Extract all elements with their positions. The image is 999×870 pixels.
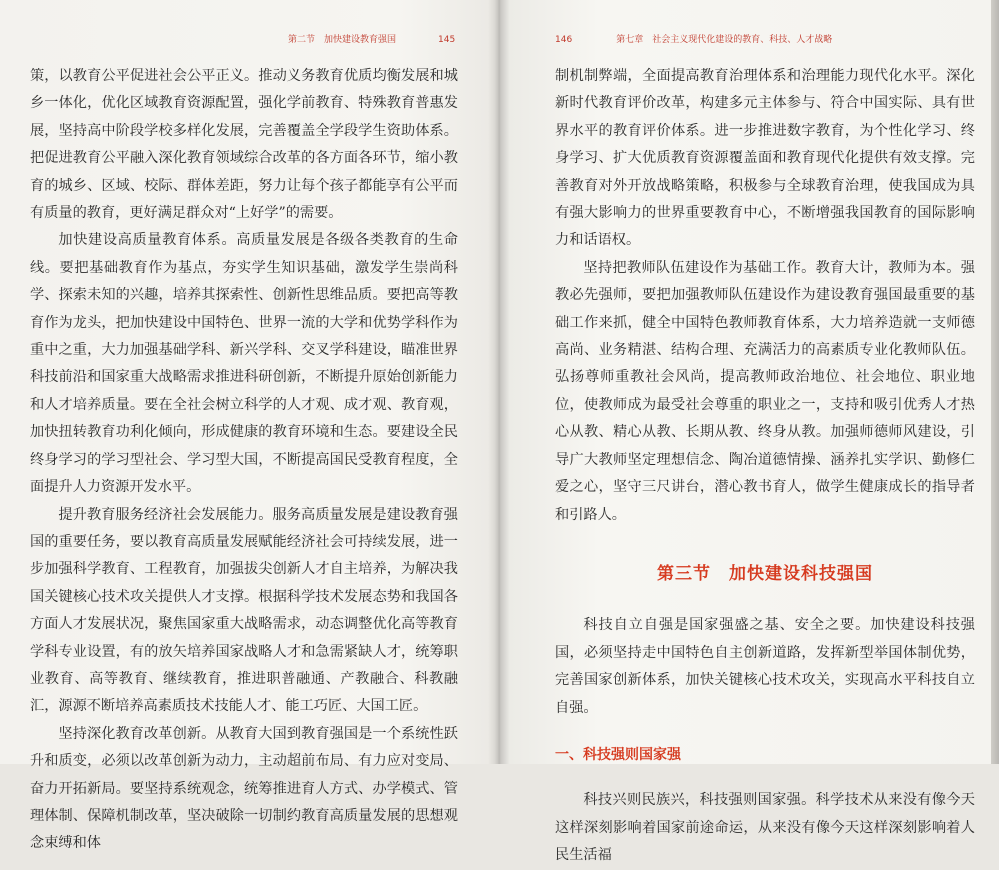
section-title: 第三节 加快建设科技强国 — [657, 563, 873, 584]
paragraph: 提升教育服务经济社会发展能力。服务高质量发展是建设教育强国的重要任务，要以教育高质量发展赋能经济社会可持续发展，进一步加强科学教育、工程教育，加强拔尖创新人才自主培养，为解决我国关键核心技术攻关提供人才支撑。根据科学技术发展态势和我国各方面人才发展状况，聚焦国家重大战略需求，动态调整优化高等教育学科专业设置，有的放矢培养国家战略人才和急需紧缺人才，统筹职业教育、高等教育、继续教育，推进职普融通、产教融合、科教融汇，源源不断培养高素质技术技能人才、能工巧匠、大国工匠。 — [30, 506, 458, 715]
left-running-head — [288, 32, 455, 45]
section-intro: 科技自立自强是国家强盛之基、安全之要。加快建设科技强国，必须坚持走中国特色自主创新道路，发挥新型举国体制优势，完善国家创新体系，加快关键核心技术攻关，实现高水平科技自立自强。 — [555, 617, 975, 716]
paragraph: 坚持深化教育改革创新。从教育大国到教育强国是一个系统性跃升和质变，必须以改革创新为动力，主动超前布局、有力应对变局、奋力开拓新局。要坚持系统观念，统筹推进育人方式、办学模式、管理体制、保障机制改革，坚决破除一切制约教育高质量发展的思想观念束缚和体 — [30, 725, 458, 852]
paragraph: 科技兴则民族兴，科技强则国家强。科学技术从来没有像今天这样深刻影响着国家前途命运，从来没有像今天这样深刻影响着人民生活福 — [555, 792, 975, 864]
left-page — [30, 0, 458, 852]
paragraph: 策，以教育公平促进社会公平正义。推动义务教育优质均衡发展和城乡一体化，优化区域教育资源配置，强化学前教育、特殊教育普惠发展，坚持高中阶段学校多样化发展，完善覆盖全学段学生资助体系。把促进教育公平融入深化教育领域综合改革的各方面各环节，缩小教育的城乡、区域、校际、群体差距，努力让每个孩子都能享有公平而有质量的教育，更好满足群众对“上好学”的需要。 — [30, 68, 458, 222]
page-number: 145 — [438, 35, 456, 45]
subsection-title: 一、科技强则国家强 — [555, 746, 681, 763]
right-page-body — [555, 63, 975, 870]
right-running-head — [555, 32, 832, 45]
page-number: 146 — [555, 35, 573, 45]
page-edge — [991, 0, 999, 764]
section-header: 第二节 加快建设教育强国 — [288, 35, 397, 45]
paragraph: 加快建设高质量教育体系。高质量发展是各级各类教育的生命线。要把基础教育作为基点，夯实学生知识基础，激发学生崇尚科学、探索未知的兴趣，培养其探索性、创新性思维品质。要把高等教育作为龙头，把加快建设中国特色、世界一流的大学和优势学科作为重中之重，大力加强基础学科、新兴学科、交叉学科建设，瞄准世界科技前沿和国家重大战略需求推进科研创新，不断提升原始创新能力和人才培养质量。要在全社会树立科学的人才观、成才观、教育观，加快扭转教育功利化倾向，形成健康的教育环境和生态。要建设全民终身学习的学习型社会、学习型大国，不断提高国民受教育程度，全面提升人力资源开发水平。 — [30, 232, 458, 496]
gutter-shadow — [488, 0, 510, 764]
left-page-body — [30, 63, 458, 858]
right-page — [555, 0, 975, 864]
chapter-header: 第七章 社会主义现代化建设的教育、科技、人才战略 — [616, 35, 833, 45]
paragraph: 坚持把教师队伍建设作为基础工作。教育大计，教师为本。强教必先强师，要把加强教师队伍建设作为建设教育强国最重要的基础工作来抓，健全中国特色教师教育体系，大力培养造就一支师德高尚、业务精湛、结构合理、充满活力的高素质专业化教师队伍。弘扬尊师重教社会风尚，提高教师政治地位、社会地位、职业地位，使教师成为最受社会尊重的职业之一，支持和吸引优秀人才热心从教、精心从教、长期从教、终身从教。加强师德师风建设，引导广大教师坚定理想信念、陶冶道德情操、涵养扎实学识、勤修仁爱之心，坚守三尺讲台，潜心教书育人，做学生健康成长的指导者和引路人。 — [555, 259, 975, 523]
paragraph: 制机制弊端，全面提高教育治理体系和治理能力现代化水平。深化新时代教育评价改革，构建多元主体参与、符合中国实际、具有世界水平的教育评价体系。进一步推进数字教育，为个性化学习、终身学习、扩大优质教育资源覆盖面和教育现代化提供有效支撑。完善教育对外开放战略策略，积极参与全球教育治理，使我国成为具有强大影响力的世界重要教育中心，不断增强我国教育的国际影响力和话语权。 — [555, 68, 975, 249]
